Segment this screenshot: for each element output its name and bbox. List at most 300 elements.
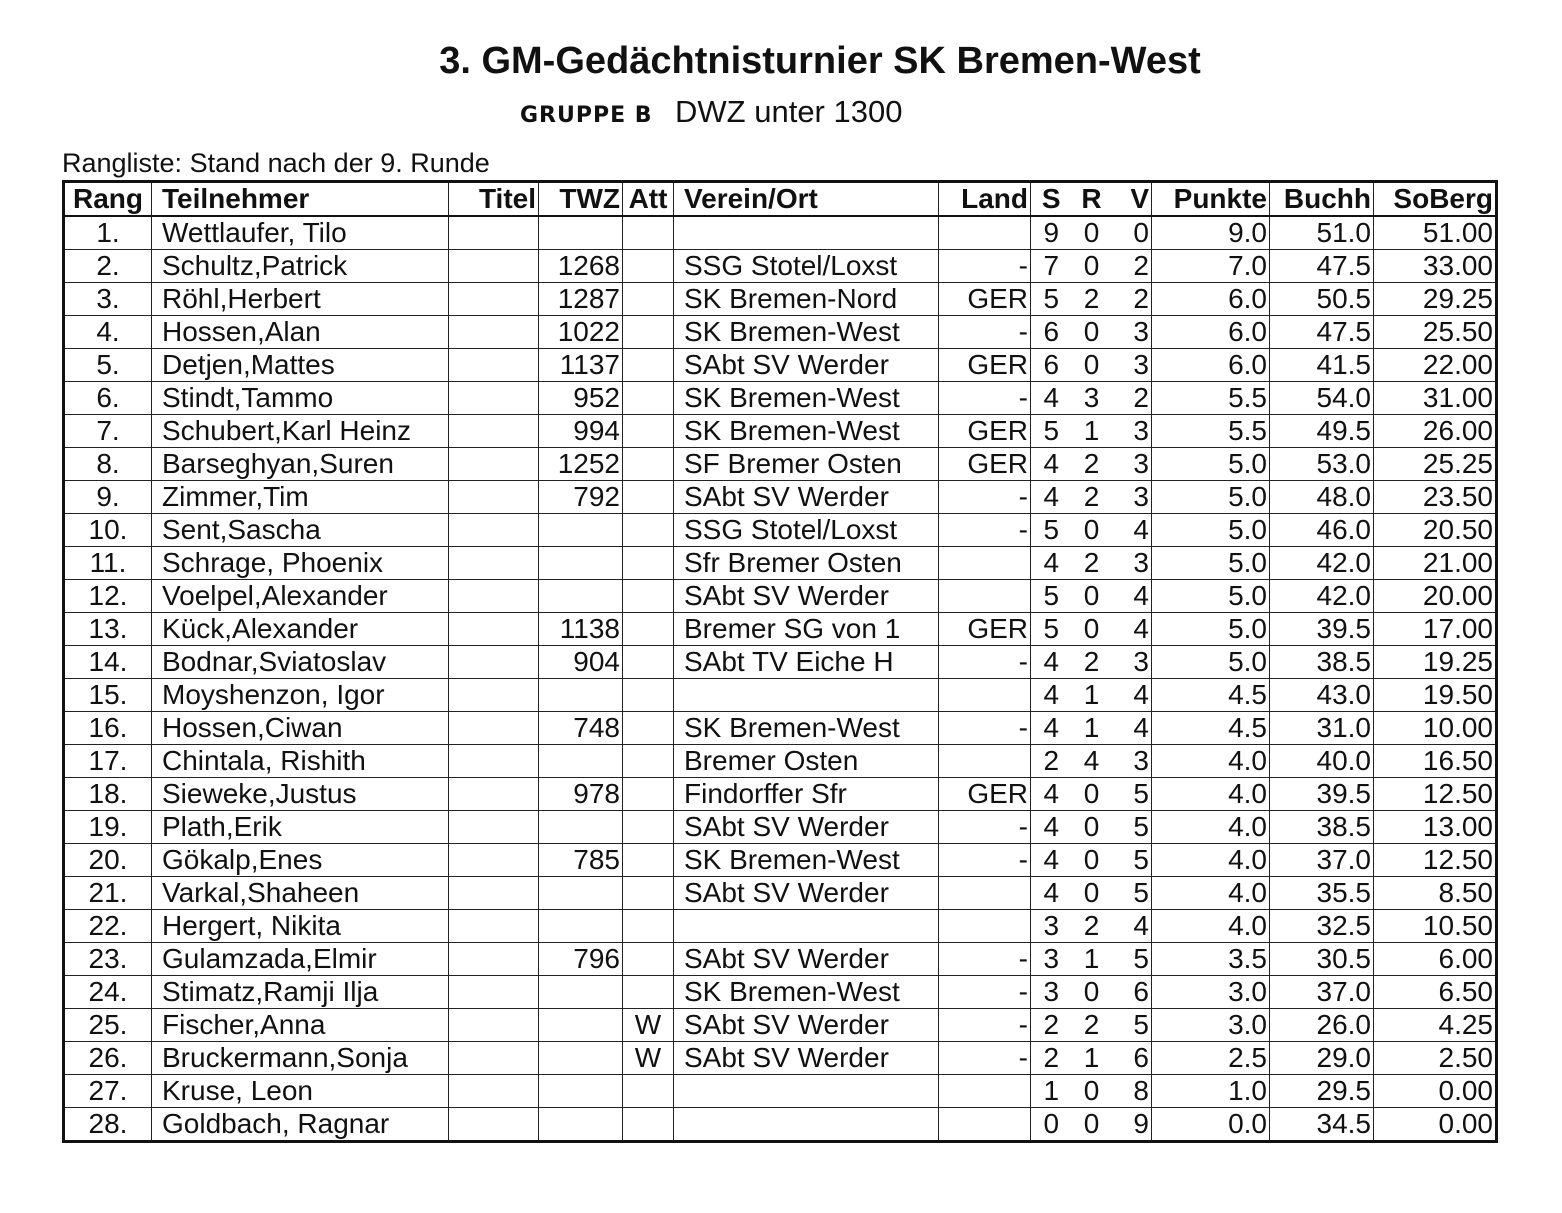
cell-buchh: 48.0	[1270, 481, 1374, 514]
cell-att: W	[623, 1009, 674, 1042]
cell-twz: 792	[539, 481, 623, 514]
cell-verein: SAbt SV Werder	[674, 877, 939, 910]
table-row	[64, 415, 1497, 448]
cell-s: 5	[1031, 283, 1072, 316]
cell-teilnehmer: Kruse, Leon	[152, 1075, 449, 1108]
cell-twz: 994	[539, 415, 623, 448]
cell-teilnehmer: Plath,Erik	[152, 811, 449, 844]
cell-att	[623, 481, 674, 514]
cell-rang: 15.	[64, 679, 152, 712]
cell-twz	[539, 216, 623, 250]
cell-soberg: 21.00	[1374, 547, 1497, 580]
cell-titel	[449, 778, 539, 811]
cell-teilnehmer: Schubert,Karl Heinz	[152, 415, 449, 448]
cell-titel	[449, 349, 539, 382]
cell-s: 5	[1031, 514, 1072, 547]
cell-buchh: 26.0	[1270, 1009, 1374, 1042]
cell-twz: 1287	[539, 283, 623, 316]
cell-punkte: 4.0	[1152, 778, 1270, 811]
cell-land	[939, 1108, 1031, 1142]
table-row	[64, 216, 1497, 250]
cell-v: 4	[1112, 613, 1152, 646]
cell-s: 0	[1031, 1108, 1072, 1142]
cell-land: GER	[939, 415, 1031, 448]
cell-twz	[539, 679, 623, 712]
cell-buchh: 42.0	[1270, 547, 1374, 580]
cell-s: 9	[1031, 216, 1072, 250]
table-row	[64, 1009, 1497, 1042]
standings-caption: Rangliste: Stand nach der 9. Runde	[62, 148, 490, 178]
cell-teilnehmer: Röhl,Herbert	[152, 283, 449, 316]
cell-r: 2	[1072, 283, 1112, 316]
cell-s: 3	[1031, 943, 1072, 976]
cell-titel	[449, 250, 539, 283]
cell-r: 0	[1072, 976, 1112, 1009]
header-att: Att	[623, 182, 674, 217]
cell-twz: 978	[539, 778, 623, 811]
cell-punkte: 5.5	[1152, 382, 1270, 415]
cell-att	[623, 778, 674, 811]
cell-buchh: 47.5	[1270, 250, 1374, 283]
cell-rang: 10.	[64, 514, 152, 547]
cell-punkte: 4.5	[1152, 712, 1270, 745]
cell-teilnehmer: Kück,Alexander	[152, 613, 449, 646]
cell-titel	[449, 580, 539, 613]
cell-twz	[539, 547, 623, 580]
cell-land: GER	[939, 349, 1031, 382]
cell-teilnehmer: Hergert, Nikita	[152, 910, 449, 943]
cell-teilnehmer: Stindt,Tammo	[152, 382, 449, 415]
cell-soberg: 22.00	[1374, 349, 1497, 382]
cell-land: -	[939, 1042, 1031, 1075]
cell-rang: 27.	[64, 1075, 152, 1108]
cell-soberg: 10.00	[1374, 712, 1497, 745]
cell-rang: 13.	[64, 613, 152, 646]
cell-verein: Bremer SG von 1	[674, 613, 939, 646]
cell-r: 0	[1072, 1075, 1112, 1108]
cell-att: W	[623, 1042, 674, 1075]
cell-s: 3	[1031, 976, 1072, 1009]
cell-rang: 26.	[64, 1042, 152, 1075]
cell-s: 4	[1031, 448, 1072, 481]
cell-v: 4	[1112, 910, 1152, 943]
cell-soberg: 12.50	[1374, 778, 1497, 811]
cell-teilnehmer: Fischer,Anna	[152, 1009, 449, 1042]
cell-twz	[539, 910, 623, 943]
cell-titel	[449, 415, 539, 448]
cell-verein	[674, 216, 939, 250]
cell-punkte: 4.0	[1152, 910, 1270, 943]
cell-titel	[449, 382, 539, 415]
cell-soberg: 13.00	[1374, 811, 1497, 844]
cell-s: 4	[1031, 877, 1072, 910]
cell-verein	[674, 1108, 939, 1142]
cell-att	[623, 580, 674, 613]
cell-twz: 1137	[539, 349, 623, 382]
cell-titel	[449, 745, 539, 778]
cell-r: 0	[1072, 216, 1112, 250]
cell-punkte: 0.0	[1152, 1108, 1270, 1142]
cell-v: 2	[1112, 283, 1152, 316]
cell-s: 7	[1031, 250, 1072, 283]
cell-att	[623, 679, 674, 712]
cell-buchh: 50.5	[1270, 283, 1374, 316]
cell-punkte: 6.0	[1152, 316, 1270, 349]
cell-v: 4	[1112, 679, 1152, 712]
cell-twz	[539, 811, 623, 844]
cell-verein: SK Bremen-West	[674, 382, 939, 415]
cell-soberg: 25.50	[1374, 316, 1497, 349]
cell-titel	[449, 679, 539, 712]
cell-buchh: 39.5	[1270, 613, 1374, 646]
cell-verein: SAbt SV Werder	[674, 580, 939, 613]
table-row	[64, 382, 1497, 415]
header-r: R	[1072, 182, 1112, 217]
cell-verein: SSG Stotel/Loxst	[674, 514, 939, 547]
cell-soberg: 20.00	[1374, 580, 1497, 613]
cell-r: 0	[1072, 778, 1112, 811]
cell-v: 6	[1112, 976, 1152, 1009]
document-title: 3. GM-Gedächtnisturnier SK Bremen-West	[439, 40, 1201, 82]
cell-r: 1	[1072, 1042, 1112, 1075]
table-row	[64, 679, 1497, 712]
cell-v: 2	[1112, 382, 1152, 415]
cell-verein: SK Bremen-West	[674, 844, 939, 877]
cell-teilnehmer: Barseghyan,Suren	[152, 448, 449, 481]
cell-land	[939, 216, 1031, 250]
cell-twz: 952	[539, 382, 623, 415]
cell-v: 3	[1112, 481, 1152, 514]
cell-s: 2	[1031, 745, 1072, 778]
cell-teilnehmer: Schultz,Patrick	[152, 250, 449, 283]
cell-verein: SAbt SV Werder	[674, 481, 939, 514]
cell-buchh: 30.5	[1270, 943, 1374, 976]
cell-r: 0	[1072, 349, 1112, 382]
cell-s: 4	[1031, 778, 1072, 811]
cell-soberg: 12.50	[1374, 844, 1497, 877]
cell-v: 4	[1112, 514, 1152, 547]
table-row	[64, 778, 1497, 811]
cell-soberg: 10.50	[1374, 910, 1497, 943]
cell-rang: 1.	[64, 216, 152, 250]
cell-punkte: 3.5	[1152, 943, 1270, 976]
cell-teilnehmer: Hossen,Alan	[152, 316, 449, 349]
cell-rang: 18.	[64, 778, 152, 811]
table-row	[64, 1042, 1497, 1075]
cell-teilnehmer: Varkal,Shaheen	[152, 877, 449, 910]
cell-twz: 904	[539, 646, 623, 679]
cell-att	[623, 613, 674, 646]
cell-v: 5	[1112, 1009, 1152, 1042]
cell-twz	[539, 1108, 623, 1142]
cell-verein: SAbt SV Werder	[674, 1042, 939, 1075]
cell-land: -	[939, 976, 1031, 1009]
cell-buchh: 34.5	[1270, 1108, 1374, 1142]
header-soberg: SoBerg	[1374, 182, 1497, 217]
cell-titel	[449, 844, 539, 877]
cell-v: 6	[1112, 1042, 1152, 1075]
table-row	[64, 877, 1497, 910]
header-verein: Verein/Ort	[674, 182, 939, 217]
cell-rang: 24.	[64, 976, 152, 1009]
cell-punkte: 4.0	[1152, 745, 1270, 778]
cell-soberg: 19.25	[1374, 646, 1497, 679]
cell-verein: SF Bremer Osten	[674, 448, 939, 481]
cell-land: -	[939, 514, 1031, 547]
table-header-row	[64, 182, 1497, 217]
cell-r: 0	[1072, 844, 1112, 877]
cell-verein: SAbt TV Eiche H	[674, 646, 939, 679]
cell-punkte: 2.5	[1152, 1042, 1270, 1075]
table-row	[64, 316, 1497, 349]
cell-rang: 8.	[64, 448, 152, 481]
cell-land	[939, 1075, 1031, 1108]
table-row	[64, 250, 1497, 283]
cell-titel	[449, 910, 539, 943]
cell-titel	[449, 316, 539, 349]
header-punkte: Punkte	[1152, 182, 1270, 217]
cell-punkte: 7.0	[1152, 250, 1270, 283]
subtitle	[520, 94, 902, 130]
cell-r: 0	[1072, 1108, 1112, 1142]
cell-rang: 12.	[64, 580, 152, 613]
cell-soberg: 6.00	[1374, 943, 1497, 976]
header-s: S	[1031, 182, 1072, 217]
cell-v: 3	[1112, 316, 1152, 349]
cell-punkte: 4.5	[1152, 679, 1270, 712]
cell-soberg: 17.00	[1374, 613, 1497, 646]
table-row	[64, 349, 1497, 382]
cell-twz	[539, 1042, 623, 1075]
cell-s: 4	[1031, 646, 1072, 679]
cell-twz: 1022	[539, 316, 623, 349]
cell-att	[623, 712, 674, 745]
cell-v: 5	[1112, 844, 1152, 877]
cell-r: 4	[1072, 745, 1112, 778]
cell-teilnehmer: Chintala, Rishith	[152, 745, 449, 778]
cell-teilnehmer: Bodnar,Sviatoslav	[152, 646, 449, 679]
cell-att	[623, 448, 674, 481]
cell-r: 0	[1072, 316, 1112, 349]
cell-verein: SSG Stotel/Loxst	[674, 250, 939, 283]
cell-land: -	[939, 844, 1031, 877]
cell-s: 5	[1031, 415, 1072, 448]
cell-buchh: 38.5	[1270, 811, 1374, 844]
table-row	[64, 712, 1497, 745]
cell-rang: 17.	[64, 745, 152, 778]
cell-att	[623, 1108, 674, 1142]
cell-att	[623, 976, 674, 1009]
cell-verein: SK Bremen-West	[674, 415, 939, 448]
cell-buchh: 29.5	[1270, 1075, 1374, 1108]
cell-rang: 6.	[64, 382, 152, 415]
cell-r: 0	[1072, 250, 1112, 283]
cell-buchh: 37.0	[1270, 976, 1374, 1009]
cell-verein: SAbt SV Werder	[674, 1009, 939, 1042]
cell-buchh: 37.0	[1270, 844, 1374, 877]
cell-buchh: 40.0	[1270, 745, 1374, 778]
cell-s: 4	[1031, 712, 1072, 745]
cell-land	[939, 910, 1031, 943]
cell-s: 2	[1031, 1042, 1072, 1075]
cell-land: -	[939, 811, 1031, 844]
cell-teilnehmer: Voelpel,Alexander	[152, 580, 449, 613]
cell-teilnehmer: Schrage, Phoenix	[152, 547, 449, 580]
cell-soberg: 6.50	[1374, 976, 1497, 1009]
cell-punkte: 5.0	[1152, 481, 1270, 514]
cell-soberg: 51.00	[1374, 216, 1497, 250]
cell-land: -	[939, 943, 1031, 976]
cell-land	[939, 745, 1031, 778]
cell-r: 2	[1072, 646, 1112, 679]
cell-land	[939, 580, 1031, 613]
cell-rang: 22.	[64, 910, 152, 943]
cell-buchh: 32.5	[1270, 910, 1374, 943]
cell-s: 4	[1031, 844, 1072, 877]
cell-rang: 4.	[64, 316, 152, 349]
cell-r: 0	[1072, 811, 1112, 844]
cell-buchh: 42.0	[1270, 580, 1374, 613]
cell-r: 1	[1072, 415, 1112, 448]
cell-punkte: 3.0	[1152, 976, 1270, 1009]
cell-titel	[449, 481, 539, 514]
cell-v: 3	[1112, 415, 1152, 448]
cell-s: 5	[1031, 613, 1072, 646]
header-rang: Rang	[64, 182, 152, 217]
cell-titel	[449, 448, 539, 481]
cell-rang: 5.	[64, 349, 152, 382]
cell-soberg: 2.50	[1374, 1042, 1497, 1075]
cell-titel	[449, 712, 539, 745]
cell-land: -	[939, 316, 1031, 349]
cell-r: 2	[1072, 1009, 1112, 1042]
cell-rang: 7.	[64, 415, 152, 448]
cell-punkte: 5.0	[1152, 448, 1270, 481]
header-teilnehmer: Teilnehmer	[152, 182, 449, 217]
cell-land: GER	[939, 613, 1031, 646]
cell-punkte: 1.0	[1152, 1075, 1270, 1108]
cell-titel	[449, 613, 539, 646]
cell-verein: SAbt SV Werder	[674, 811, 939, 844]
cell-v: 5	[1112, 877, 1152, 910]
cell-punkte: 9.0	[1152, 216, 1270, 250]
cell-teilnehmer: Goldbach, Ragnar	[152, 1108, 449, 1142]
cell-att	[623, 844, 674, 877]
cell-punkte: 4.0	[1152, 844, 1270, 877]
cell-att	[623, 415, 674, 448]
cell-r: 1	[1072, 943, 1112, 976]
cell-titel	[449, 811, 539, 844]
cell-verein: SK Bremen-Nord	[674, 283, 939, 316]
cell-s: 4	[1031, 679, 1072, 712]
cell-v: 8	[1112, 1075, 1152, 1108]
cell-rang: 19.	[64, 811, 152, 844]
cell-v: 4	[1112, 580, 1152, 613]
cell-r: 1	[1072, 712, 1112, 745]
cell-rang: 21.	[64, 877, 152, 910]
cell-soberg: 4.25	[1374, 1009, 1497, 1042]
cell-twz	[539, 877, 623, 910]
cell-s: 1	[1031, 1075, 1072, 1108]
cell-verein	[674, 679, 939, 712]
table-row	[64, 646, 1497, 679]
cell-rang: 23.	[64, 943, 152, 976]
cell-att	[623, 514, 674, 547]
cell-v: 0	[1112, 216, 1152, 250]
cell-titel	[449, 547, 539, 580]
cell-punkte: 5.0	[1152, 613, 1270, 646]
table-row	[64, 283, 1497, 316]
cell-twz	[539, 745, 623, 778]
cell-punkte: 5.0	[1152, 514, 1270, 547]
cell-teilnehmer: Gulamzada,Elmir	[152, 943, 449, 976]
cell-soberg: 0.00	[1374, 1108, 1497, 1142]
cell-soberg: 23.50	[1374, 481, 1497, 514]
table-row	[64, 580, 1497, 613]
cell-v: 3	[1112, 646, 1152, 679]
cell-rang: 28.	[64, 1108, 152, 1142]
cell-twz: 1252	[539, 448, 623, 481]
cell-r: 0	[1072, 877, 1112, 910]
cell-teilnehmer: Wettlaufer, Tilo	[152, 216, 449, 250]
cell-punkte: 6.0	[1152, 349, 1270, 382]
cell-teilnehmer: Moyshenzon, Igor	[152, 679, 449, 712]
cell-land: GER	[939, 283, 1031, 316]
cell-teilnehmer: Sent,Sascha	[152, 514, 449, 547]
cell-att	[623, 349, 674, 382]
cell-att	[623, 382, 674, 415]
cell-twz: 785	[539, 844, 623, 877]
table-row	[64, 1075, 1497, 1108]
cell-land	[939, 547, 1031, 580]
cell-verein: SK Bremen-West	[674, 316, 939, 349]
cell-buchh: 47.5	[1270, 316, 1374, 349]
cell-titel	[449, 216, 539, 250]
cell-soberg: 31.00	[1374, 382, 1497, 415]
cell-twz: 1268	[539, 250, 623, 283]
table-row	[64, 613, 1497, 646]
cell-buchh: 46.0	[1270, 514, 1374, 547]
cell-rang: 11.	[64, 547, 152, 580]
cell-verein: Sfr Bremer Osten	[674, 547, 939, 580]
cell-soberg: 19.50	[1374, 679, 1497, 712]
standings-table	[62, 180, 1498, 1143]
cell-v: 5	[1112, 778, 1152, 811]
cell-teilnehmer: Hossen,Ciwan	[152, 712, 449, 745]
cell-titel	[449, 514, 539, 547]
cell-v: 9	[1112, 1108, 1152, 1142]
cell-land: -	[939, 481, 1031, 514]
cell-verein: Findorffer Sfr	[674, 778, 939, 811]
cell-twz	[539, 976, 623, 1009]
cell-v: 3	[1112, 349, 1152, 382]
cell-land: -	[939, 382, 1031, 415]
cell-punkte: 5.0	[1152, 547, 1270, 580]
cell-rang: 20.	[64, 844, 152, 877]
cell-verein: Bremer Osten	[674, 745, 939, 778]
header-buchh: Buchh	[1270, 182, 1374, 217]
cell-twz	[539, 580, 623, 613]
cell-att	[623, 943, 674, 976]
cell-v: 2	[1112, 250, 1152, 283]
table-row	[64, 811, 1497, 844]
cell-buchh: 31.0	[1270, 712, 1374, 745]
table-row	[64, 1108, 1497, 1142]
cell-soberg: 25.25	[1374, 448, 1497, 481]
cell-soberg: 8.50	[1374, 877, 1497, 910]
cell-s: 3	[1031, 910, 1072, 943]
cell-r: 0	[1072, 613, 1112, 646]
